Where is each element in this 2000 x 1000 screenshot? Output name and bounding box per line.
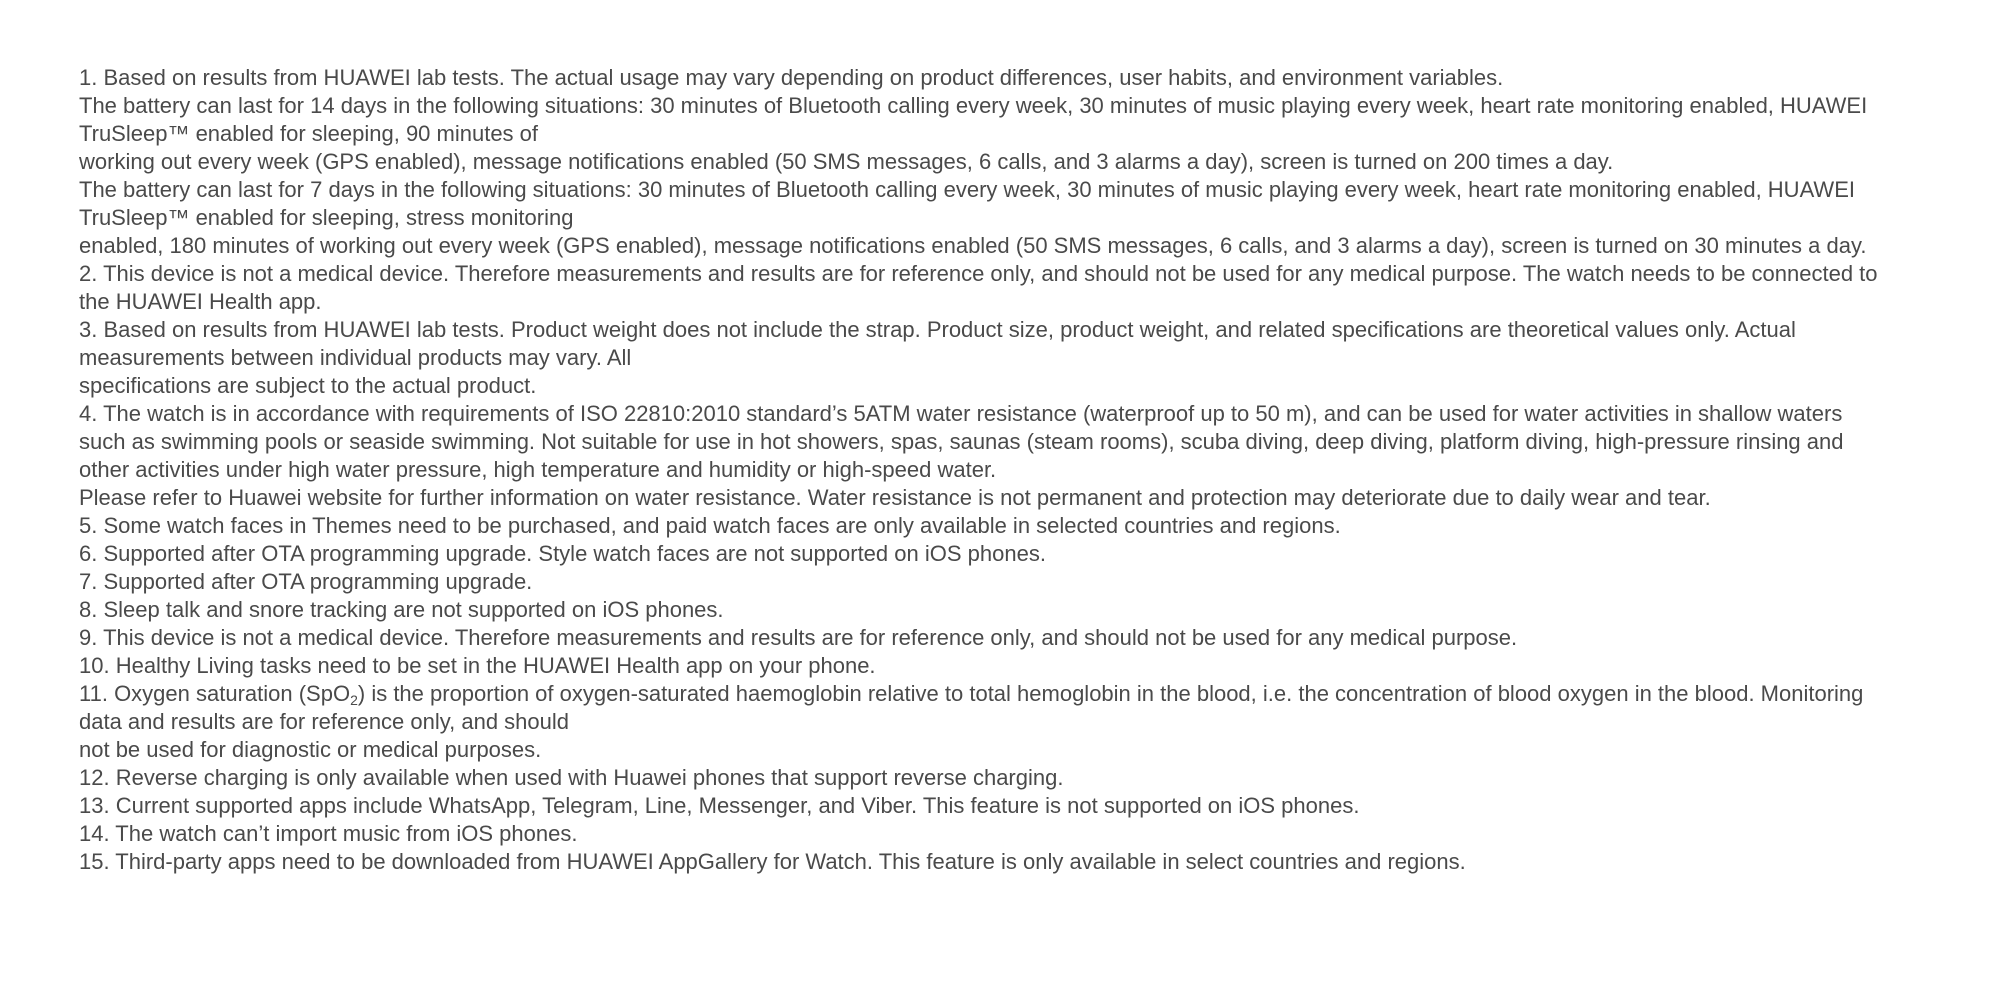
footnote-11-text-start: 11. Oxygen saturation (SpO xyxy=(79,681,351,706)
footnote-12: 12. Reverse charging is only available when used with Huawei phones that support reverse charging. xyxy=(79,765,1064,790)
footnote-1-line-4: The battery can last for 7 days in the following situations: 30 minutes of Bluetooth calling every week, 30 minutes of music playing every week, heart rate monitoring enabled, HUAWEI TruSleep™ enabled for sleeping, stress monitoring xyxy=(79,177,1855,230)
footnote-14: 14. The watch can’t import music from iOS phones. xyxy=(79,821,578,846)
footnote-1-line-1: 1. Based on results from HUAWEI lab tests. The actual usage may vary depending on product differences, user habits, and environment variables. xyxy=(79,65,1504,90)
footnote-3-line-1: 3. Based on results from HUAWEI lab tests. Product weight does not include the strap. Product size, product weight, and related specifications are theoretical values only. Actual measurements between individual products may vary. All xyxy=(79,317,1796,370)
footnotes-block xyxy=(79,64,1879,876)
footnote-10: 10. Healthy Living tasks need to be set in the HUAWEI Health app on your phone. xyxy=(79,653,876,678)
footnote-2: 2. This device is not a medical device. Therefore measurements and results are for reference only, and should not be used for any medical purpose. The watch needs to be connected to the HUAWEI Health app. xyxy=(79,261,1878,314)
footnote-7: 7. Supported after OTA programming upgrade. xyxy=(79,569,533,594)
footnote-11-line-2: not be used for diagnostic or medical purposes. xyxy=(79,737,542,762)
footnote-4-line-2: Please refer to Huawei website for further information on water resistance. Water resistance is not permanent and protection may deteriorate due to daily wear and tear. xyxy=(79,485,1711,510)
footnote-11-text-end: ) is the proportion of oxygen-saturated haemoglobin relative to total hemoglobin in the blood, i.e. the concentration of blood oxygen in the blood. Monitoring data and results are for reference only, and should xyxy=(79,681,1864,734)
footnote-1-line-2: The battery can last for 14 days in the following situations: 30 minutes of Bluetooth calling every week, 30 minutes of music playing every week, heart rate monitoring enabled, HUAWEI TruSleep™ enabled for sleeping, 90 minutes of xyxy=(79,93,1868,146)
footnote-11-subscript: 2 xyxy=(350,692,358,708)
footnote-15: 15. Third-party apps need to be downloaded from HUAWEI AppGallery for Watch. This feature is only available in select countries and regions. xyxy=(79,849,1466,874)
footnote-4-line-1: 4. The watch is in accordance with requirements of ISO 22810:2010 standard’s 5ATM water resistance (waterproof up to 50 m), and can be used for water activities in shallow waters such as swimming pools or seaside swimming. Not suitable for use in hot showers, spas, saunas (steam rooms), scuba diving, deep diving, platform diving, high-pressure rinsing and other activities under high water pressure, high temperature and humidity or high-speed water. xyxy=(79,401,1844,482)
footnote-11-line-1 xyxy=(79,680,1879,736)
footnote-3-line-2: specifications are subject to the actual product. xyxy=(79,373,537,398)
footnote-1-line-3: working out every week (GPS enabled), message notifications enabled (50 SMS messages, 6 calls, and 3 alarms a day), screen is turned on 200 times a day. xyxy=(79,149,1614,174)
footnote-9: 9. This device is not a medical device. Therefore measurements and results are for reference only, and should not be used for any medical purpose. xyxy=(79,625,1518,650)
footnote-6: 6. Supported after OTA programming upgrade. Style watch faces are not supported on iOS phones. xyxy=(79,541,1046,566)
footnote-5: 5. Some watch faces in Themes need to be purchased, and paid watch faces are only available in selected countries and regions. xyxy=(79,513,1341,538)
footnote-8: 8. Sleep talk and snore tracking are not supported on iOS phones. xyxy=(79,597,724,622)
footnote-13: 13. Current supported apps include WhatsApp, Telegram, Line, Messenger, and Viber. This feature is not supported on iOS phones. xyxy=(79,793,1360,818)
footnote-1-line-5: enabled, 180 minutes of working out every week (GPS enabled), message notifications enabled (50 SMS messages, 6 calls, and 3 alarms a day), screen is turned on 30 minutes a day. xyxy=(79,233,1867,258)
